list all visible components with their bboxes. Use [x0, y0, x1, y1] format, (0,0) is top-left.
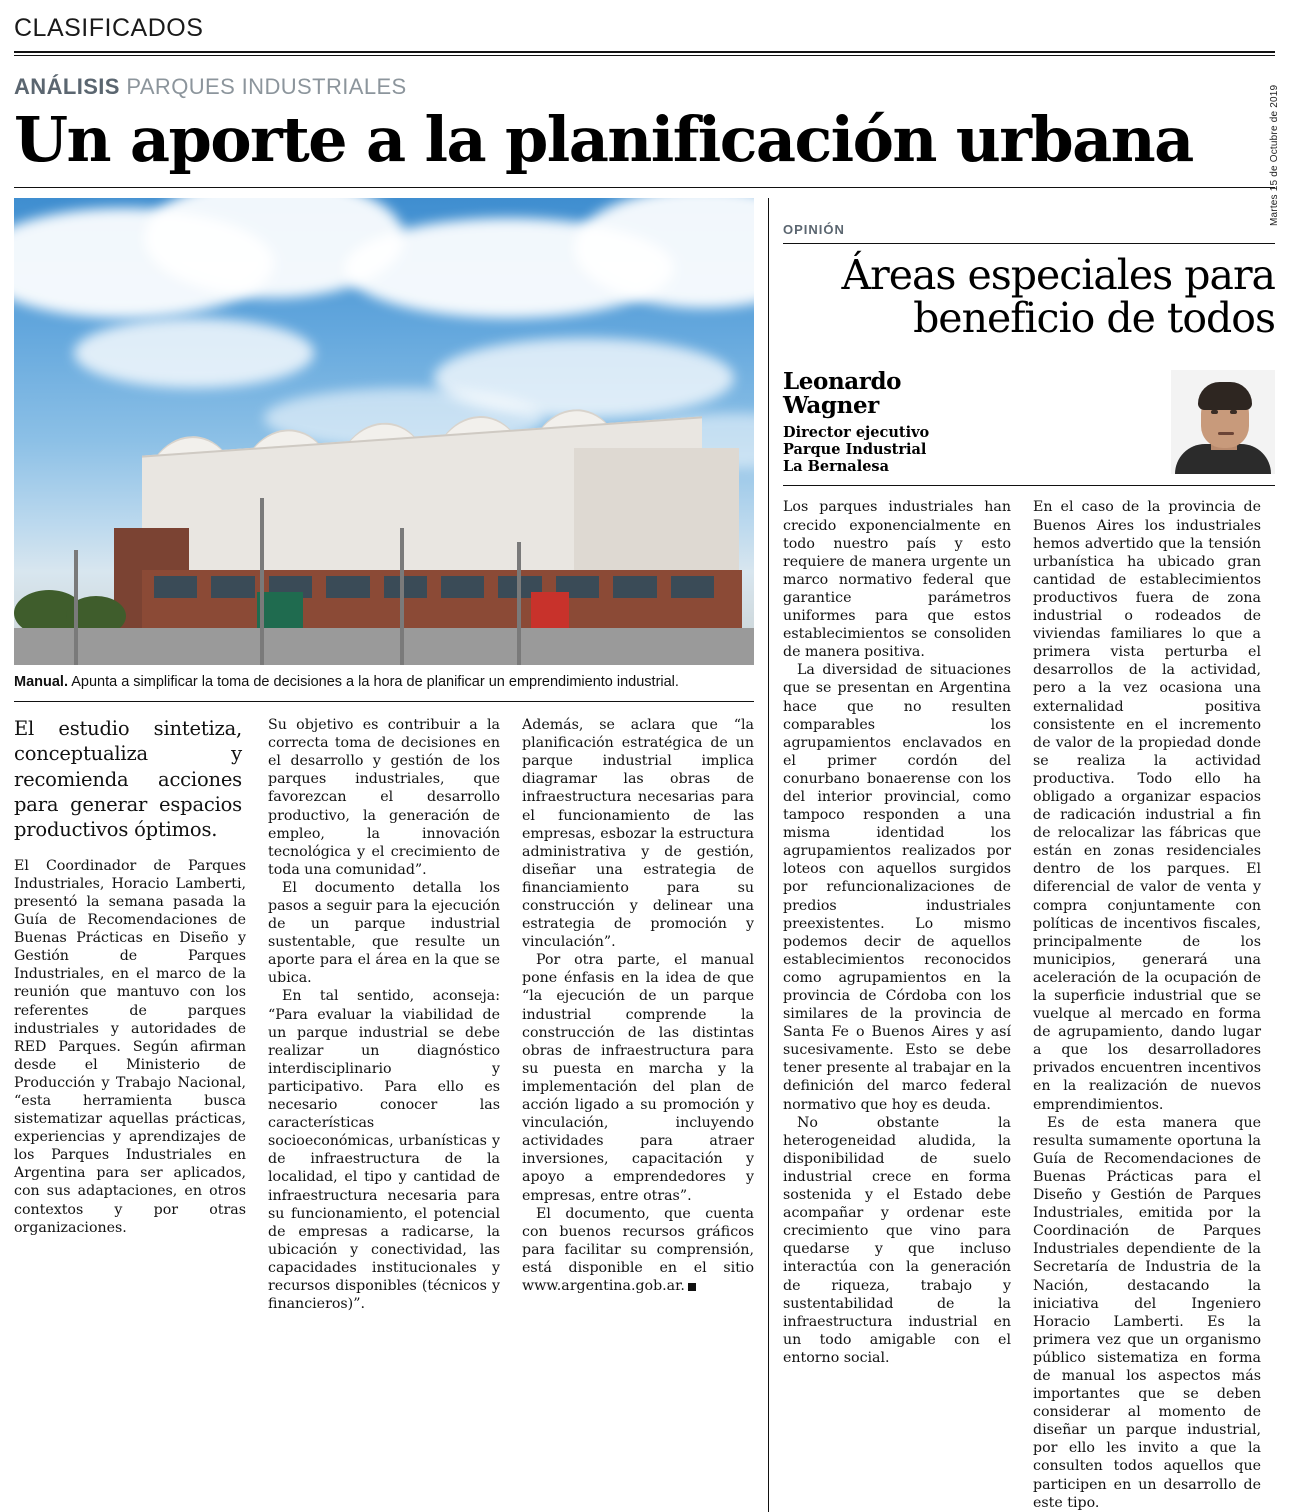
light-pole	[400, 528, 404, 665]
opinion-headline	[783, 251, 1275, 343]
opinion-label: OPINIÓN	[783, 222, 845, 238]
article-lead: El estudio sintetiza, conceptualiza y recomienda acciones para generar espacios productivos óptimos.	[14, 717, 242, 842]
paragraph: El Coordinador de Parques Industriales, Horacio Lamberti, presentó la semana pasada la Guía de Recomendaciones de Buenas Prácticas en Diseño y Gestión de Parques Industriales, en el marco de la reunión que mantuvo con los referentes de parques industriales y autoridades de RED Parques. Según afirman desde el Ministerio de Producción y Trabajo Nacional, “esta herramienta busca sistematizar aquellas prácticas, experiencias y aprendizajes de los Parques Industriales en Argentina para ser aplicados, con sus adaptaciones, en otros contextos y por otras organizaciones.	[14, 857, 246, 1236]
author-name-line2: Wagner	[783, 392, 879, 420]
light-pole	[517, 542, 521, 665]
opinion-column	[783, 198, 1275, 1511]
author-text	[783, 370, 1161, 475]
article-column-3	[522, 716, 754, 1313]
page-body	[14, 198, 1275, 1511]
opinion-headline-line1: Áreas especiales para	[841, 251, 1275, 300]
column-divider	[768, 198, 769, 1511]
paragraph-text: El documento, que cuenta con buenos recursos gráficos para facilitar su comprensión, está disponible en el sitio www.argentina.gob.ar.	[522, 1205, 754, 1294]
end-mark	[688, 1283, 696, 1291]
upper-road	[14, 628, 754, 665]
author-role-line2: Parque Industrial	[783, 441, 927, 459]
paragraph: En el caso de la provincia de Buenos Aires los industriales hemos advertido que la tensión urbanística ha ubicado gran cantidad de establecimientos productivos fuera de zona industrial o rodeados de viviendas familiares lo que a primera vista perturba el desarrollos de la actividad, pero a la vez ocasiona una externalidad positiva consistente en el incremento de valor de la propiedad donde se realiza la actividad productiva. Todo ello ha obligado a organizar espacios de radicación industrial a fin de relocalizar las fábricas que están en zonas residenciales dentro de los parques. El diferencial de valor de venta y compra conjuntamente con políticas de incentivos fiscales, principalmente de los municipios, generará una aceleración de la ocupación de la superficie industrial que se vuelque al mercado en forma de agrupamiento, dando lugar a que los desarrolladores privados encuentren incentivos en la realización de nuevos emprendimientos.	[1033, 499, 1261, 1113]
masthead-rule-thick	[14, 51, 1275, 53]
photo-caption-lead: Manual.	[14, 674, 68, 691]
light-pole	[74, 550, 78, 665]
section-title: CLASIFICADOS	[14, 14, 204, 42]
author-role-line1: Director ejecutivo	[783, 424, 930, 442]
caption-rule	[14, 701, 754, 702]
paragraph: Por otra parte, el manual pone énfasis en la idea de que “la ejecución de un parque industrial comprende la construcción de las distintas obras de infraestructura para su puesta en marcha y la implementación del plan de acción ligado a su promoción y vinculación, incluyendo actividades para atraer inversiones, capacitación y apoyo a emprendedores y empresas, entre otras”.	[522, 952, 754, 1204]
headline-rule	[14, 187, 1275, 188]
publication-date: Martes 15 de Octubre de 2019	[1269, 84, 1280, 226]
author-role-line3: La Bernalesa	[783, 458, 889, 476]
author-role	[783, 424, 1161, 475]
paragraph: La diversidad de situaciones que se presentan en Argentina hace que no resulten comparables los agrupamientos enclavados en el primer cordón del conurbano bonaerense con los del interior provincial, como tampoco responden a una misma identidad los agrupamientos realizados por loteos con aquellos surgidos por refuncionalizaciones de predios industriales preexistentes. Lo mismo podemos decir de aquellos establecimientos reconocidos como agrupamientos en la provincia de Córdoba con los similares de la provincia de Santa Fe o Buenos Aires y así sucesivamente. Esto se debe tener presente al trabajar en la definición del marco federal normativo que hoy es deuda.	[783, 662, 1011, 1113]
kicker-light: PARQUES INDUSTRIALES	[126, 74, 407, 99]
opinion-column-1	[783, 498, 1011, 1511]
left-column	[14, 198, 754, 1511]
opinion-rule	[783, 243, 1275, 244]
photo-caption-text: Apunta a simplificar la toma de decisiones a la hora de planificar un emprendimiento industrial.	[67, 674, 679, 691]
paragraph: No obstante la heterogeneidad aludida, la disponibilidad de suelo industrial crece en forma sostenida y el Estado debe acompañar y ordenar este crecimiento que vino para quedarse y que incluso interactúa con la generación de riqueza, trabajo y sustentabilidad de la infraestructura industrial en un todo amigable con el entorno social.	[783, 1114, 1011, 1366]
photo-caption	[14, 673, 754, 692]
paragraph: Además, se aclara que “la planificación estratégica de un parque industrial implica diagramar las obras de infraestructura necesarias para el funcionamiento de las empresas, esbozar la estructura administrativa y de gestión, diseñar una estrategia de financiamiento para su construcción y delinear una estrategia de promoción y vinculación”.	[522, 717, 754, 951]
paragraph: Los parques industriales han crecido exponencialmente en todo nuestro país y esto requiere de manera urgente un marco normativo federal que garantice parámetros uniformes para que estos establecimientos se consoliden de manera positiva.	[783, 499, 1011, 661]
article-column-2	[268, 716, 500, 1313]
cloud	[74, 318, 314, 388]
opinion-headline-line2: beneficio de todos	[913, 294, 1275, 343]
paragraph	[522, 1205, 754, 1295]
author-block	[783, 370, 1275, 486]
paragraph: Su objetivo es contribuir a la correcta toma de decisiones en el desarrollo y gestión de los parques industriales, que favorezcan el desarrollo productivo, la generación de empleo, la innovación tecnológica y el crecimiento de toda una comunidad”.	[268, 717, 500, 878]
article-headline: Un aporte a la planificación urbana	[14, 103, 1193, 176]
author-portrait	[1171, 370, 1275, 474]
author-name	[783, 370, 1161, 418]
opinion-column-2	[1033, 498, 1261, 1511]
masthead	[14, 0, 1275, 56]
opinion-columns	[783, 498, 1275, 1511]
article-photo	[14, 198, 754, 665]
paragraph: El documento detalla los pasos a seguir para la ejecución de un parque industrial sustentable, que resulte un aporte para el área en la que se ubica.	[268, 879, 500, 987]
kicker-strong: ANÁLISIS	[14, 74, 120, 99]
paragraph: En tal sentido, aconseja: “Para evaluar la viabilidad de un parque industrial se debe realizar un diagnóstico interdisciplinario y participativo. Para ello es necesario conocer las características socioeconómicas, urbanísticas y de infraestructura de la localidad, el tipo y cantidad de infraestructura necesaria para su funcionamiento, el potencial de empresas a radicarse, la ubicación y conectividad, las capacidades institucionales y recursos disponibles (técnicos y financieros)”.	[268, 988, 500, 1313]
article-columns	[14, 716, 754, 1313]
window-row	[154, 576, 714, 598]
light-pole	[260, 498, 264, 665]
paragraph: Es de esta manera que resulta sumamente oportuna la Guía de Recomendaciones de Buenas Prácticas para el Diseño y Gestión de Parques Industriales, emitida por la Coordinación de Parques Industriales dependiente de la Secretaría de Industria de la Nación, destacando la iniciativa del Ingeniero Horacio Lamberti. Es la primera vez que un organismo público sistematiza en forma de manual los aspectos más importantes que se deben considerar al momento de diseñar un parque industrial, por ello les invito a que la consulten todos aquellos que participen en un desarrollo de este tipo.	[1033, 1114, 1261, 1511]
article-column-1	[14, 716, 246, 1313]
article-kicker	[14, 74, 1275, 100]
masthead-rule-thin	[14, 55, 1275, 56]
author-name-line1: Leonardo	[783, 368, 902, 396]
